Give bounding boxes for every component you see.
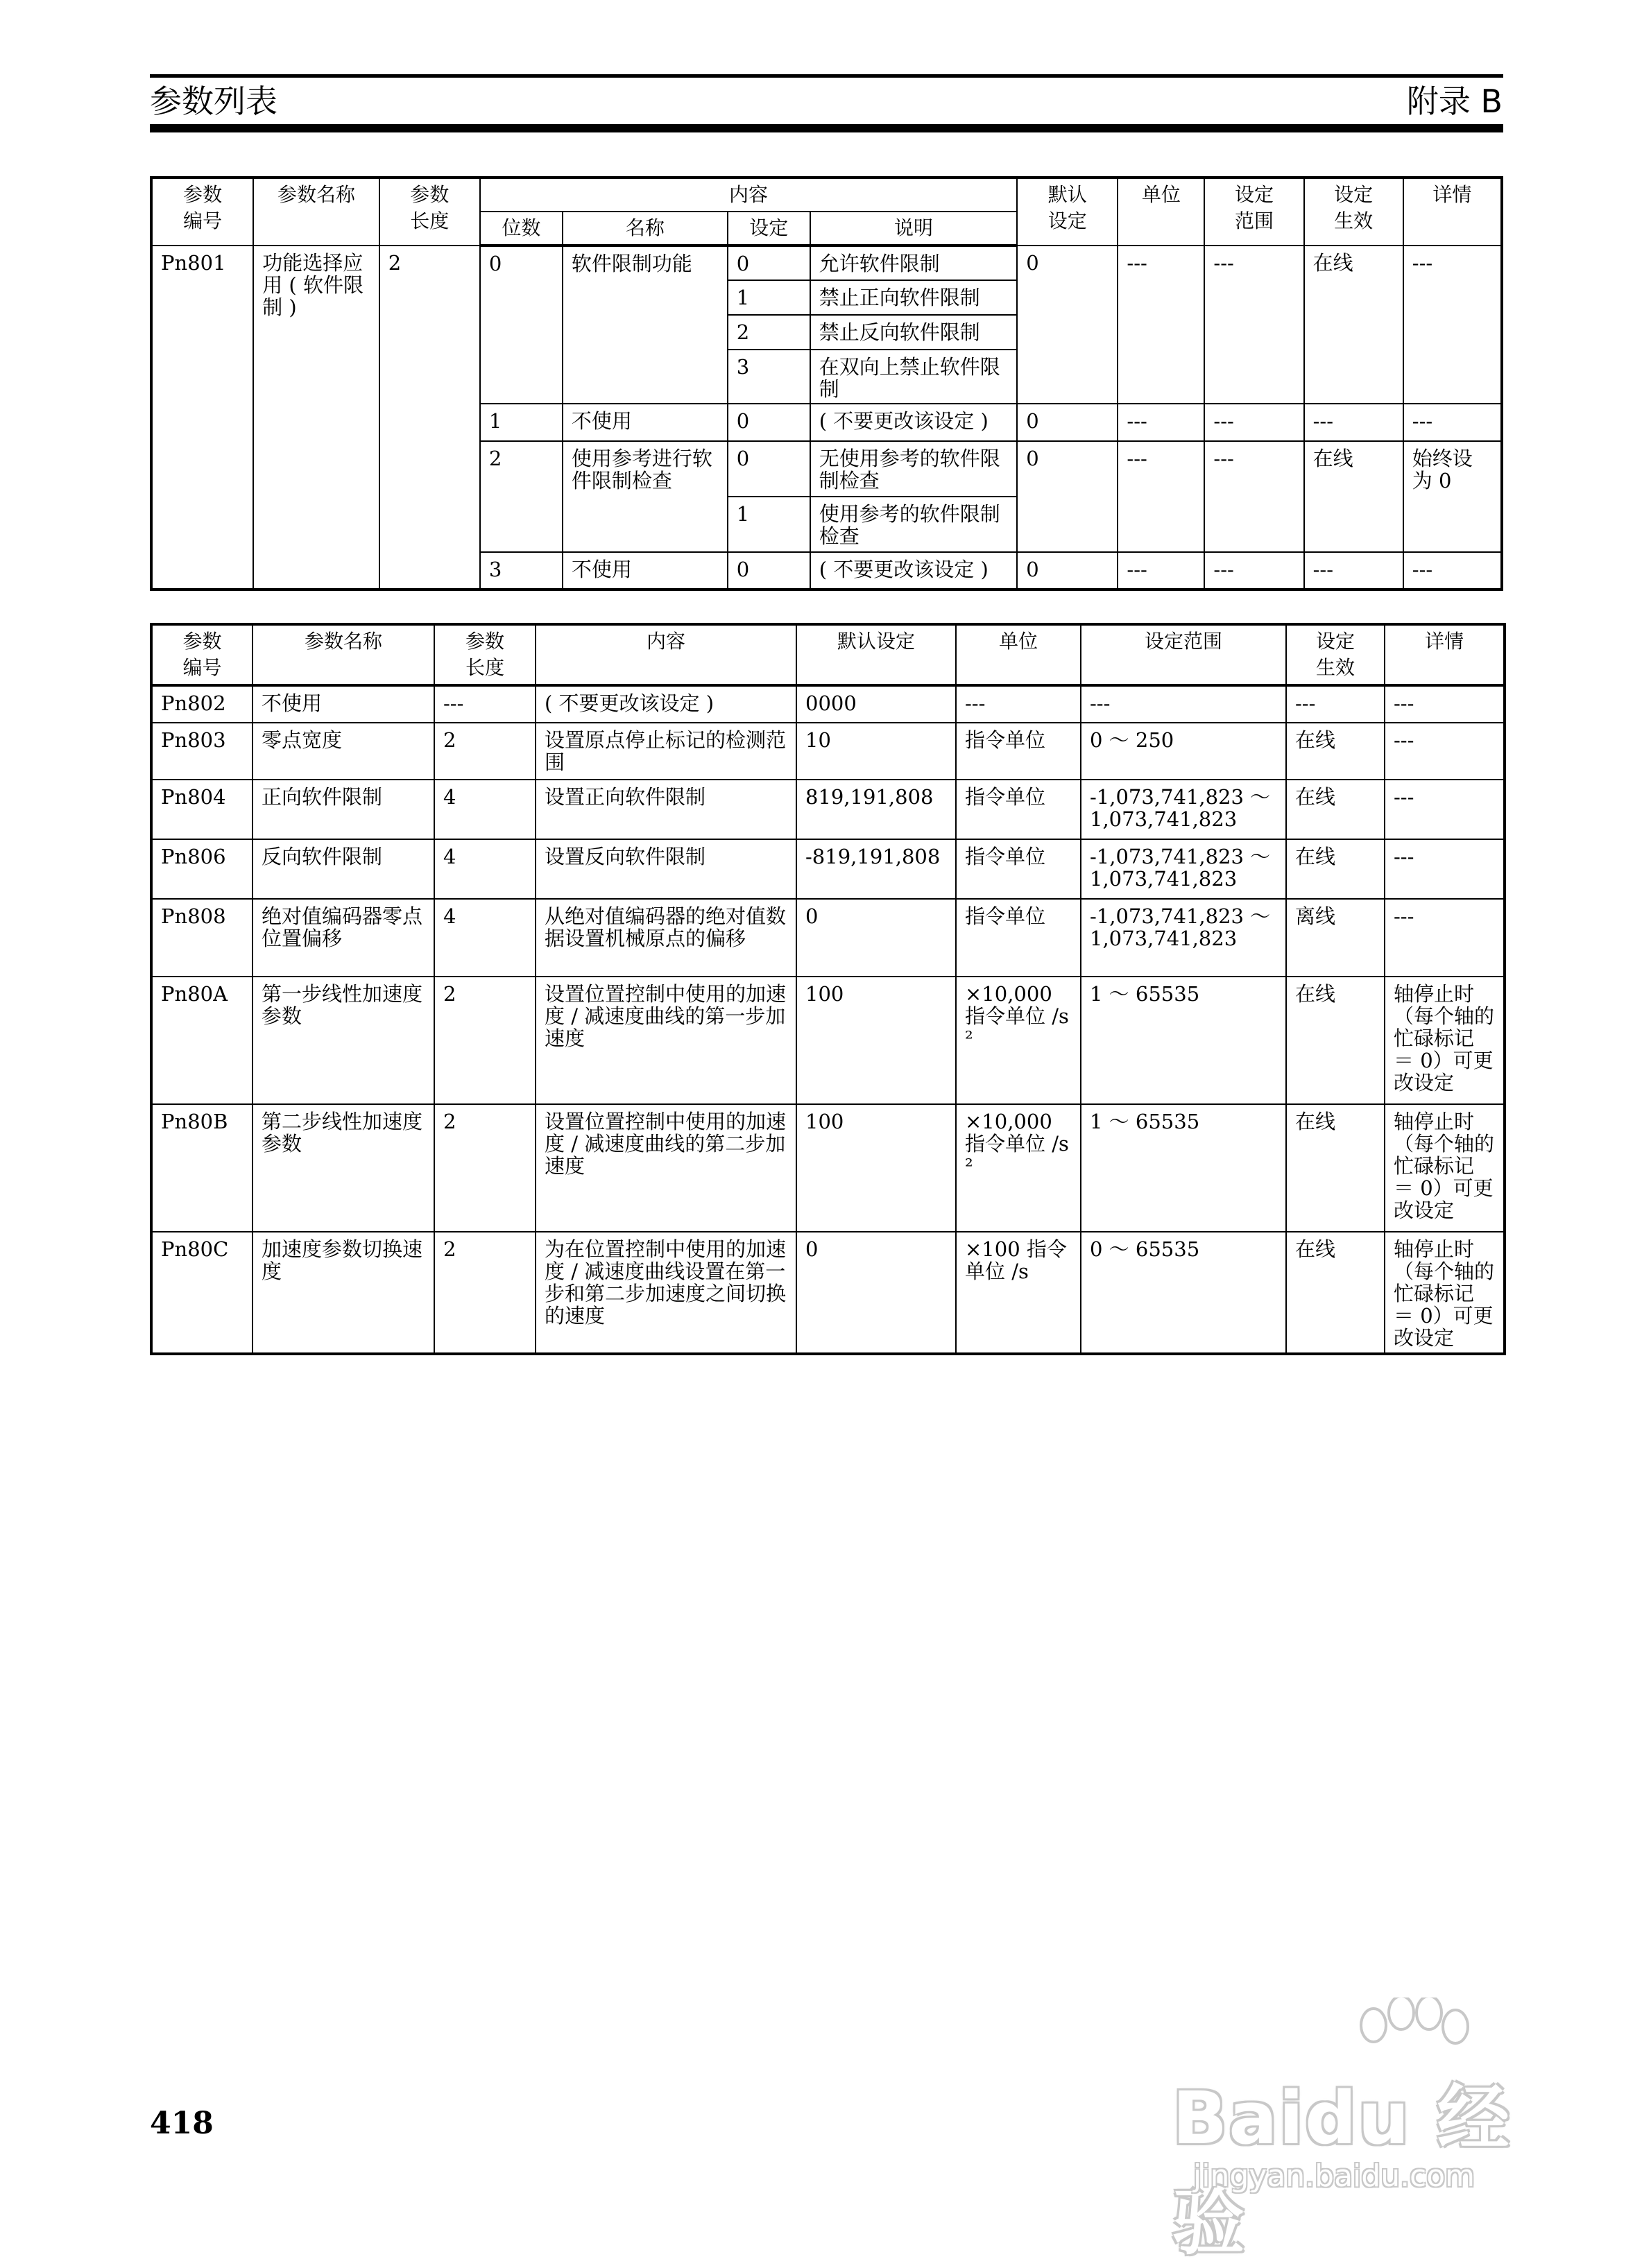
range-value: --- (1204, 441, 1303, 552)
default-value: 819,191,808 (796, 780, 956, 839)
range-value: -1,073,741,823 ～ 1,073,741,823 (1081, 899, 1286, 977)
range-value: -1,073,741,823 ～ 1,073,741,823 (1081, 839, 1286, 899)
setting-value: 3 (728, 350, 810, 404)
default-value: 100 (796, 977, 956, 1104)
effect-value: --- (1286, 685, 1385, 723)
effect-value: --- (1304, 404, 1403, 441)
param-name: 功能选择应用 ( 软件限制 ) (253, 246, 379, 590)
effect-value: 在线 (1286, 780, 1385, 839)
setting-description: 在双向上禁止软件限制 (810, 350, 1017, 404)
default-value: 0 (796, 1232, 956, 1354)
setting-value: 0 (728, 552, 810, 590)
setting-value: 0 (728, 404, 810, 441)
default-value: 100 (796, 1104, 956, 1232)
bit-name: 使用参考进行软件限制检查 (563, 441, 728, 552)
param-number: Pn801 (151, 246, 253, 590)
details-value: --- (1385, 685, 1505, 723)
unit-value: --- (956, 685, 1081, 723)
header-details: 详情 (1385, 624, 1505, 685)
bit-number: 2 (480, 441, 563, 552)
unit-value: ×100 指令单位 /s (956, 1232, 1081, 1354)
bit-number: 0 (480, 246, 563, 404)
setting-description: 禁止反向软件限制 (810, 315, 1017, 350)
table-row (151, 685, 1505, 723)
header-default: 默认设定 (796, 624, 956, 685)
param-length: 2 (434, 977, 536, 1104)
bit-name: 不使用 (563, 552, 728, 590)
setting-description: 允许软件限制 (810, 246, 1017, 280)
unit-value: 指令单位 (956, 839, 1081, 899)
param-content: 设置位置控制中使用的加速度 / 减速度曲线的第二步加速度 (536, 1104, 796, 1232)
header-effect: 设定 生效 (1286, 624, 1385, 685)
param-name: 第一步线性加速度参数 (253, 977, 434, 1104)
param-number: Pn803 (151, 723, 253, 780)
header-name: 名称 (563, 212, 728, 246)
table-row (151, 780, 1505, 839)
default-value: 0 (796, 899, 956, 977)
table-row (151, 839, 1505, 899)
unit-value: 指令单位 (956, 723, 1081, 780)
param-name: 加速度参数切换速度 (253, 1232, 434, 1354)
bit-number: 3 (480, 552, 563, 590)
range-value: 0 ～ 250 (1081, 723, 1286, 780)
bit-number: 1 (480, 404, 563, 441)
bit-name: 不使用 (563, 404, 728, 441)
setting-description: 无使用参考的软件限制检查 (810, 441, 1017, 497)
watermark-url: jingyan.baidu.com (1193, 2158, 1475, 2194)
range-value: --- (1204, 404, 1303, 441)
param-number: Pn806 (151, 839, 253, 899)
effect-value: 在线 (1286, 1104, 1385, 1232)
bit-name: 软件限制功能 (563, 246, 728, 404)
header-param-name: 参数名称 (253, 178, 379, 246)
header-param-name: 参数名称 (253, 624, 434, 685)
table-row (151, 1232, 1505, 1354)
details-value: --- (1385, 723, 1505, 780)
unit-value: --- (1118, 441, 1204, 552)
header-effect: 设定 生效 (1304, 178, 1403, 246)
details-value: 始终设为 0 (1403, 441, 1502, 552)
param-name: 第二步线性加速度参数 (253, 1104, 434, 1232)
details-value: 轴停止时（每个轴的忙碌标记 ＝ 0）可更改设定 (1385, 1232, 1505, 1354)
param-name: 正向软件限制 (253, 780, 434, 839)
effect-value: 在线 (1286, 839, 1385, 899)
param-length: 4 (434, 839, 536, 899)
header-range: 设定范围 (1081, 624, 1286, 685)
effect-value: 在线 (1286, 977, 1385, 1104)
pn801-table (150, 176, 1503, 591)
param-length: 2 (434, 1232, 536, 1354)
unit-value: 指令单位 (956, 899, 1081, 977)
page-section-title: 参数列表 (150, 83, 277, 120)
default-value: -819,191,808 (796, 839, 956, 899)
setting-value: 1 (728, 497, 810, 552)
param-length: 4 (434, 780, 536, 839)
header-param-no: 参数 编号 (151, 624, 253, 685)
default-value: 0 (1017, 404, 1118, 441)
unit-value: --- (1118, 552, 1204, 590)
param-number: Pn804 (151, 780, 253, 839)
param-length: 2 (434, 723, 536, 780)
param-name: 反向软件限制 (253, 839, 434, 899)
details-value: --- (1403, 404, 1502, 441)
setting-value: 0 (728, 246, 810, 280)
header-range: 设定 范围 (1204, 178, 1303, 246)
table-row (151, 977, 1505, 1104)
param-number: Pn80B (151, 1104, 253, 1232)
details-value: --- (1385, 839, 1505, 899)
effect-value: 在线 (1286, 1232, 1385, 1354)
effect-value: 在线 (1304, 441, 1403, 552)
effect-value: 离线 (1286, 899, 1385, 977)
param-content: 从绝对值编码器的绝对值数据设置机械原点的偏移 (536, 899, 796, 977)
param-content: ( 不要更改该设定 ) (536, 685, 796, 723)
unit-value: --- (1118, 404, 1204, 441)
header-rule-top (150, 74, 1503, 78)
unit-value: 指令单位 (956, 780, 1081, 839)
details-value: --- (1385, 899, 1505, 977)
header-param-length: 参数 长度 (379, 178, 480, 246)
table-row (151, 899, 1505, 977)
param-number: Pn80A (151, 977, 253, 1104)
details-value: 轴停止时（每个轴的忙碌标记 ＝ 0）可更改设定 (1385, 1104, 1505, 1232)
header-default: 默认 设定 (1017, 178, 1118, 246)
header-content: 内容 (480, 178, 1017, 212)
effect-value: 在线 (1286, 723, 1385, 780)
unit-value: --- (1118, 246, 1204, 404)
param-number: Pn802 (151, 685, 253, 723)
default-value: 0 (1017, 246, 1118, 404)
range-value: 0 ～ 65535 (1081, 1232, 1286, 1354)
watermark-brand: Baidu 经验 (1172, 2076, 1511, 2265)
range-value: --- (1204, 246, 1303, 404)
setting-value: 1 (728, 280, 810, 315)
header-param-no: 参数 编号 (151, 178, 253, 246)
range-value: --- (1204, 552, 1303, 590)
range-value: --- (1081, 685, 1286, 723)
details-value: --- (1385, 780, 1505, 839)
param-content: 设置正向软件限制 (536, 780, 796, 839)
table-row (151, 723, 1505, 780)
default-value: 0000 (796, 685, 956, 723)
page-number: 418 (150, 2106, 214, 2141)
default-value: 10 (796, 723, 956, 780)
effect-value: --- (1304, 552, 1403, 590)
param-number: Pn808 (151, 899, 253, 977)
setting-description: 使用参考的软件限制检查 (810, 497, 1017, 552)
default-value: 0 (1017, 441, 1118, 552)
setting-description: ( 不要更改该设定 ) (810, 552, 1017, 590)
setting-value: 2 (728, 315, 810, 350)
setting-value: 0 (728, 441, 810, 497)
range-value: -1,073,741,823 ～ 1,073,741,823 (1081, 780, 1286, 839)
param-length: 2 (434, 1104, 536, 1232)
details-value: --- (1403, 246, 1502, 404)
baidu-watermark (1172, 1998, 1561, 2265)
param-content: 设置位置控制中使用的加速度 / 减速度曲线的第一步加速度 (536, 977, 796, 1104)
header-param-length: 参数 长度 (434, 624, 536, 685)
param-number: Pn80C (151, 1232, 253, 1354)
appendix-label: 附录 B (1406, 83, 1503, 120)
param-length: 2 (379, 246, 480, 590)
header-unit: 单位 (1118, 178, 1204, 246)
default-value: 0 (1017, 552, 1118, 590)
header-description: 说明 (810, 212, 1017, 246)
header-bit: 位数 (480, 212, 563, 246)
header-content: 内容 (536, 624, 796, 685)
header-rule-bottom (150, 124, 1503, 132)
range-value: 1 ～ 65535 (1081, 977, 1286, 1104)
details-value: 轴停止时（每个轴的忙碌标记 ＝ 0）可更改设定 (1385, 977, 1505, 1104)
param-length: 4 (434, 899, 536, 977)
range-value: 1 ～ 65535 (1081, 1104, 1286, 1232)
param-name: 不使用 (253, 685, 434, 723)
setting-description: 禁止正向软件限制 (810, 280, 1017, 315)
unit-value: ×10,000 指令单位 /s² (956, 1104, 1081, 1232)
header-unit: 单位 (956, 624, 1081, 685)
table-row (151, 1104, 1505, 1232)
header-setting: 设定 (728, 212, 810, 246)
header-details: 详情 (1403, 178, 1502, 246)
param-name: 零点宽度 (253, 723, 434, 780)
param-content: 设置原点停止标记的检测范围 (536, 723, 796, 780)
parameter-list-table (150, 623, 1506, 1355)
param-content: 为在位置控制中使用的加速度 / 减速度曲线设置在第一步和第二步加速度之间切换的速度 (536, 1232, 796, 1354)
param-name: 绝对值编码器零点位置偏移 (253, 899, 434, 977)
effect-value: 在线 (1304, 246, 1403, 404)
param-content: 设置反向软件限制 (536, 839, 796, 899)
setting-description: ( 不要更改该设定 ) (810, 404, 1017, 441)
param-length: --- (434, 685, 536, 723)
unit-value: ×10,000 指令单位 /s² (956, 977, 1081, 1104)
details-value: --- (1403, 552, 1502, 590)
